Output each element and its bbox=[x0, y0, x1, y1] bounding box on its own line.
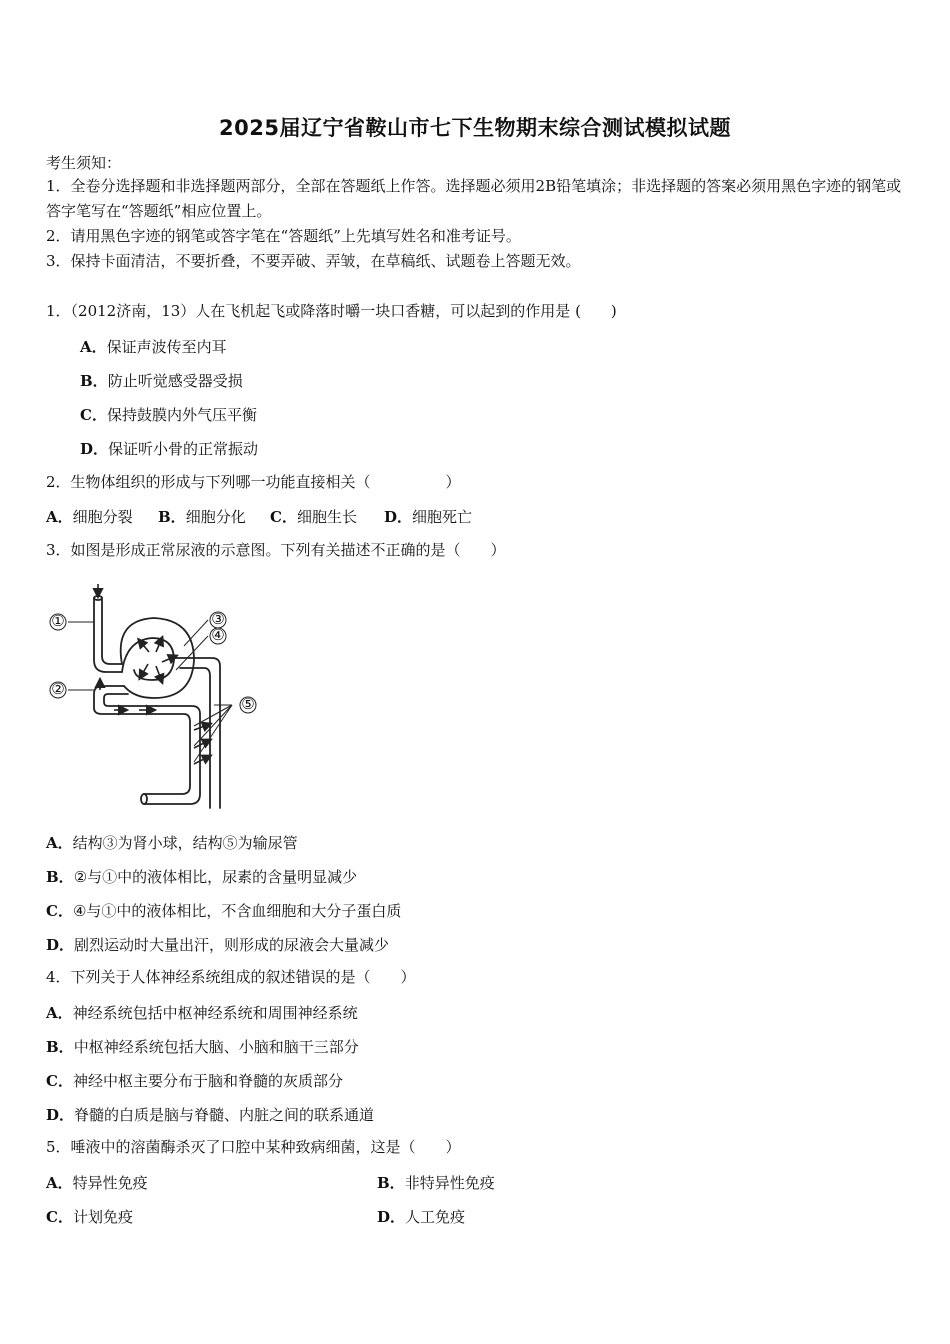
notice-item: 1．全卷分选择题和非选择题两部分，全部在答题纸上作答。选择题必须用2B铅笔填涂；非选择题的答案必须用黑色字迹的钢笔或答字笔写在“答题纸”相应位置上。 bbox=[46, 177, 902, 220]
q5-option-c[interactable] bbox=[46, 1206, 133, 1227]
notice-list bbox=[46, 174, 904, 274]
q3-option-d[interactable] bbox=[46, 934, 389, 955]
label-5: ⑤ bbox=[241, 695, 255, 713]
q2-option-d[interactable] bbox=[384, 506, 472, 527]
option-text: 保证声波传至内耳 bbox=[106, 338, 227, 356]
q4-option-b[interactable] bbox=[46, 1036, 359, 1057]
option-letter: D． bbox=[377, 1208, 406, 1226]
label-2: ② bbox=[51, 680, 65, 698]
option-letter: A． bbox=[46, 508, 73, 526]
option-text: 人工免疫 bbox=[405, 1208, 466, 1226]
q4-option-c[interactable] bbox=[46, 1070, 343, 1091]
label-4: ④ bbox=[211, 626, 225, 644]
option-letter: D． bbox=[384, 508, 413, 526]
q1-option-c[interactable] bbox=[80, 404, 257, 425]
q4-option-d[interactable] bbox=[46, 1104, 374, 1125]
option-text: 剧烈运动时大量出汗，则形成的尿液会大量减少 bbox=[74, 936, 390, 954]
option-text: 神经系统包括中枢神经系统和周围神经系统 bbox=[72, 1004, 358, 1022]
option-letter: C． bbox=[270, 508, 297, 526]
option-letter: D． bbox=[80, 440, 109, 458]
option-letter: A． bbox=[46, 1174, 73, 1192]
option-letter: C． bbox=[46, 902, 73, 920]
option-letter: A． bbox=[80, 338, 107, 356]
q1-option-d[interactable] bbox=[80, 438, 258, 459]
option-text: 脊髓的白质是脑与脊髓、内脏之间的联系通道 bbox=[74, 1106, 375, 1124]
q2-option-a[interactable] bbox=[46, 506, 133, 527]
q2-option-b[interactable] bbox=[158, 506, 246, 527]
option-text: ④与①中的液体相比，不含血细胞和大分子蛋白质 bbox=[72, 902, 402, 920]
question-4-stem: 4．下列关于人体神经系统组成的叙述错误的是（ ） bbox=[46, 968, 416, 986]
q1-option-b[interactable] bbox=[80, 370, 243, 391]
renal-tubule bbox=[94, 686, 190, 794]
label-3: ③ bbox=[211, 610, 225, 628]
option-text: 计划免疫 bbox=[72, 1208, 133, 1226]
option-letter: A． bbox=[46, 834, 73, 852]
q5-option-a[interactable] bbox=[46, 1172, 148, 1193]
option-letter: B． bbox=[80, 372, 108, 390]
option-text: 中枢神经系统包括大脑、小脑和脑干三部分 bbox=[73, 1038, 359, 1056]
label-1: ① bbox=[51, 612, 65, 630]
option-text: ②与①中的液体相比，尿素的含量明显减少 bbox=[73, 868, 358, 886]
afferent-vessel bbox=[94, 598, 122, 672]
q3-option-a[interactable] bbox=[46, 832, 298, 853]
option-text: 结构③为肾小球，结构⑤为输尿管 bbox=[72, 834, 298, 852]
question-2-stem: 2．生物体组织的形成与下列哪一功能直接相关（ ） bbox=[46, 473, 461, 491]
option-text: 防止听觉感受器受损 bbox=[107, 372, 243, 390]
q3-option-c[interactable] bbox=[46, 900, 401, 921]
option-letter: C． bbox=[80, 406, 107, 424]
option-letter: D． bbox=[46, 936, 75, 954]
question-3-stem: 3．如图是形成正常尿液的示意图。下列有关描述不正确的是（ ） bbox=[46, 541, 506, 559]
glomerulus bbox=[122, 638, 174, 680]
option-letter: B． bbox=[158, 508, 186, 526]
option-text: 细胞生长 bbox=[296, 508, 357, 526]
q3-option-b[interactable] bbox=[46, 866, 357, 887]
q4-option-a[interactable] bbox=[46, 1002, 358, 1023]
option-letter: B． bbox=[46, 868, 74, 886]
question-1-stem: 1．（2012济南，13）人在飞机起飞或降落时嚼一块口香糖，可以起到的作用是 ( ) bbox=[46, 302, 617, 320]
option-text: 细胞分化 bbox=[185, 508, 246, 526]
option-letter: A． bbox=[46, 1004, 73, 1022]
q1-option-a[interactable] bbox=[80, 336, 227, 357]
option-text: 细胞分裂 bbox=[72, 508, 133, 526]
option-letter: B． bbox=[377, 1174, 405, 1192]
option-letter: B． bbox=[46, 1038, 74, 1056]
notice-item: 3．保持卡面清洁，不要折叠，不要弄破、弄皱，在草稿纸、试题卷上答题无效。 bbox=[46, 252, 581, 270]
notice-item: 2．请用黑色字迹的钢笔或答字笔在“答题纸”上先填写姓名和准考证号。 bbox=[46, 227, 521, 245]
option-letter: C． bbox=[46, 1208, 73, 1226]
notice-heading: 考生须知： bbox=[46, 154, 122, 172]
option-text: 神经中枢主要分布于脑和脊髓的灰质部分 bbox=[72, 1072, 343, 1090]
nephron-diagram bbox=[44, 580, 274, 815]
option-letter: D． bbox=[46, 1106, 75, 1124]
q2-option-c[interactable] bbox=[270, 506, 357, 527]
option-text: 细胞死亡 bbox=[412, 508, 473, 526]
option-letter: C． bbox=[46, 1072, 73, 1090]
option-text: 保持鼓膜内外气压平衡 bbox=[106, 406, 257, 424]
q5-option-d[interactable] bbox=[377, 1206, 465, 1227]
option-text: 非特异性免疫 bbox=[404, 1174, 495, 1192]
question-5-stem: 5．唾液中的溶菌酶杀灭了口腔中某种致病细菌，这是（ ） bbox=[46, 1138, 461, 1156]
page-title: 2025届辽宁省鞍山市七下生物期末综合测试模拟试题 bbox=[219, 116, 731, 140]
option-text: 特异性免疫 bbox=[72, 1174, 148, 1192]
q5-option-b[interactable] bbox=[377, 1172, 495, 1193]
option-text: 保证听小骨的正常振动 bbox=[108, 440, 259, 458]
